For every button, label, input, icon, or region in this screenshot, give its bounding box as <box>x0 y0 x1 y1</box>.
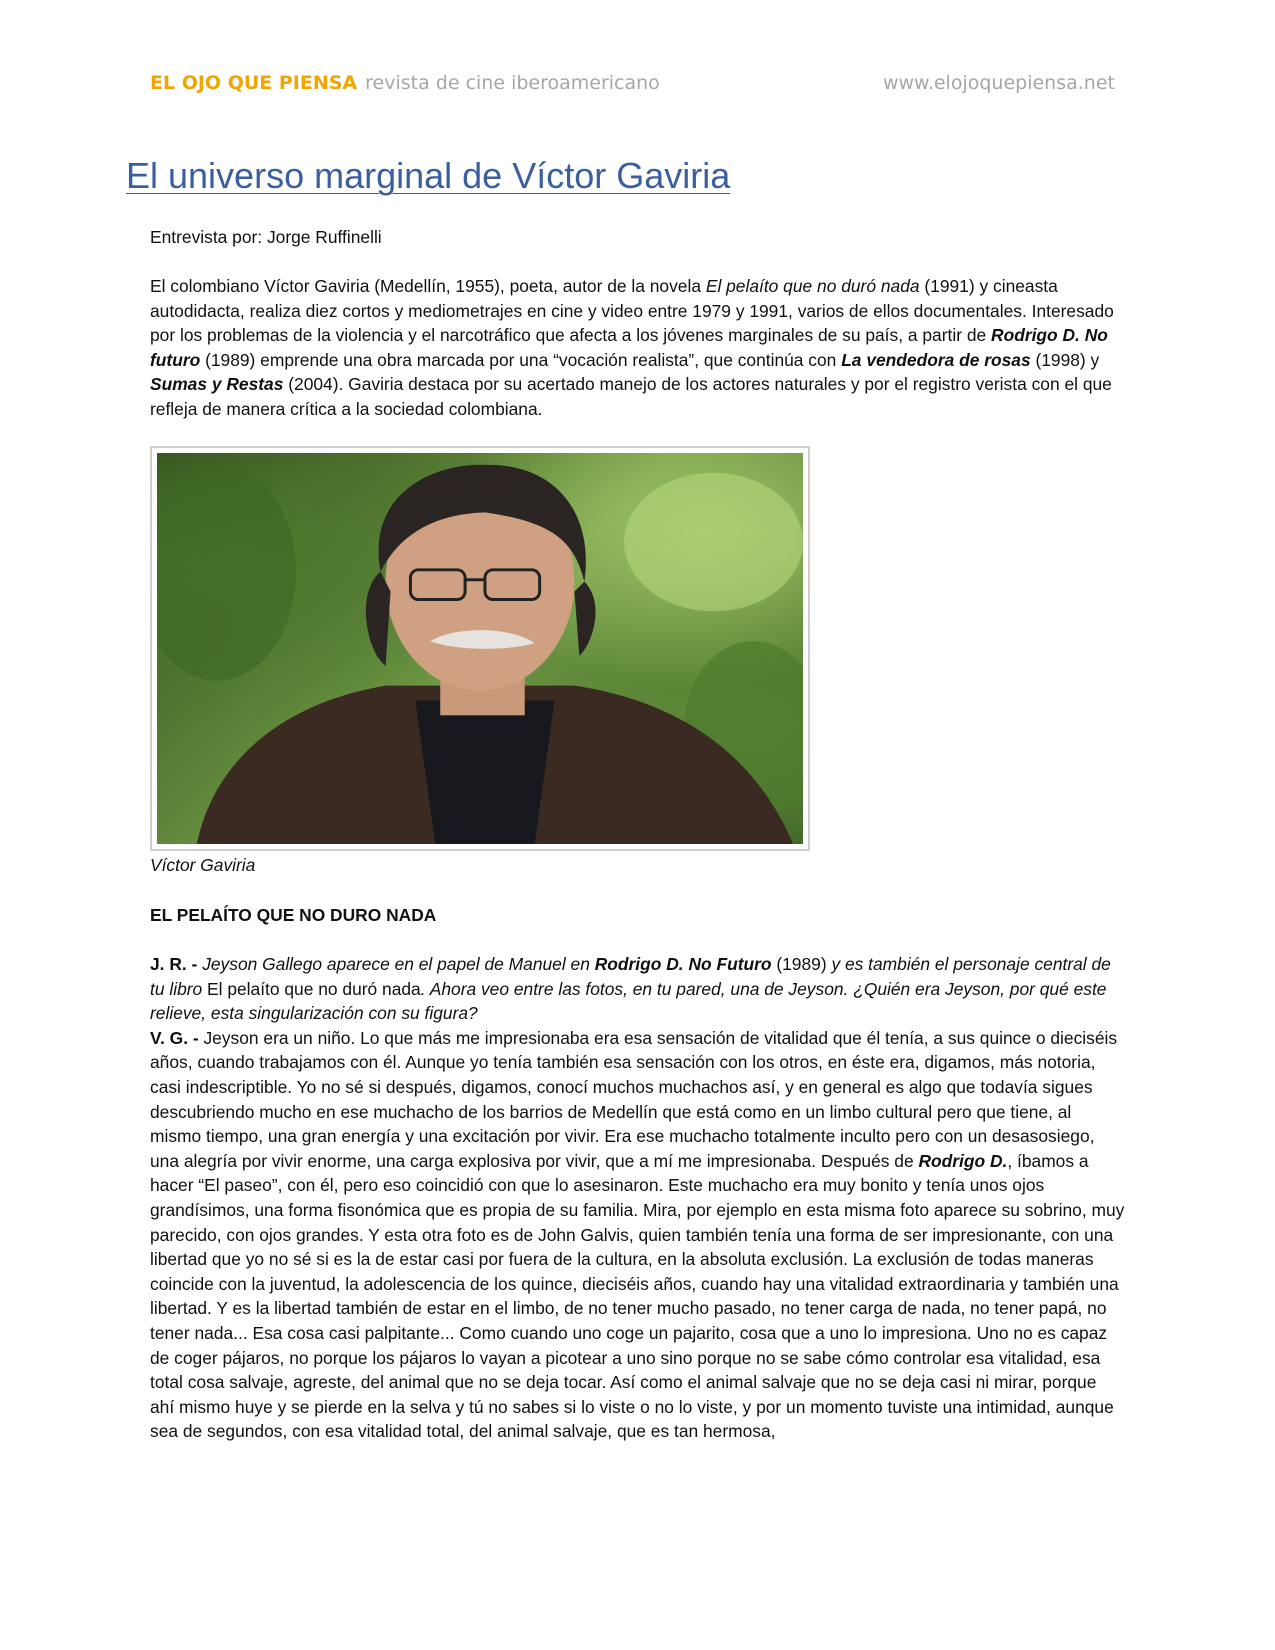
speaker-label: J. R. - <box>150 954 198 974</box>
film-title: Sumas y Restas <box>150 374 284 395</box>
portrait-illustration <box>157 453 803 844</box>
section-heading: EL PELAÍTO QUE NO DURO NADA <box>150 905 437 925</box>
portrait-photo <box>157 453 803 844</box>
answer-text: , íbamos a hacer “El paseo”, con él, pero eso coincidió con que lo asesinaron. Este muchacho era muy bonito y tenía unos ojos grandísimos, una forma fisonómica que es propia de su familia. Mira, por ejemplo en esta misma foto aparece su sobrino, muy parecido, con ojos grandes. Y esta otra foto es de John Galvis, quien también tenía una forma de ser impresionante, con una libertad que yo no sé si es la de estar casi por fuera de la cultura, en la absoluta exclusión. La exclusión de todas maneras coincide con la juventud, la adolescencia de los quince, dieciséis años, cuando hay una vitalidad extraordinaria y también una libertad. Y es la libertad también de estar en el limbo, de no tener mucho pasado, no tener carga de nada, no tener papá, no tener nada... Esa cosa casi palpitante... Como cuando uno coge un pajarito, cosa que a uno lo impresiona. Uno no es capaz de coger pájaros, no porque los pájaros lo vayan a picotear a uno sino porque no se sabe cómo controlar esa vitalidad, esa total cosa salvaje, agreste, del animal que no se deja tocar. Así como el animal salvaje que no se deja casi ni mirar, porque ahí mismo huye y se pierde en la selva y tú no sabes si lo viste o no lo viste, y por un momento tuviste una intimidad, aunque sea de segundos, con esa vitalidad total, del animal salvaje, que es tan hermosa, <box>150 1150 1125 1442</box>
intro-text: (1989) emprende una obra marcada por una “vocación realista”, que continúa con <box>200 349 842 370</box>
brand-tagline: revista de cine iberoamericano <box>365 72 660 94</box>
answer-text: Jeyson era un niño. Lo que más me impresionaba era esa sensación de vitalidad que él tenía, a sus quince o dieciséis años, cuando trabajamos con él. Aunque yo tenía también esa sensación con los otros, en éste era, digamos, más notoria, casi indescriptible. Yo no sé si después, digamos, conocí muchos muchachos así, y en general es algo que todavía sigues descubriendo mucho en ese muchacho de los barrios de Medellín que está como en un limbo cultural pero que tiene, al mismo tiempo, una gran energía y una excitación por vivir. Era ese muchacho totalmente inculto pero con un desasosiego, una alegría por vivir enorme, una carga explosiva por vivir, que a mí me impresionaba. Después de <box>150 1027 1118 1171</box>
question-text: (1989) <box>771 954 827 974</box>
film-title: La vendedora de rosas <box>841 349 1031 370</box>
magazine-brand <box>150 72 660 94</box>
answer-paragraph <box>150 1026 1125 1444</box>
brand-name: EL OJO QUE PIENSA <box>150 72 358 94</box>
portrait-photo-frame <box>150 446 810 851</box>
question-paragraph <box>150 952 1125 1026</box>
interview-body <box>150 952 1125 1444</box>
film-title: Rodrigo D. <box>918 1150 1008 1171</box>
intro-text: (1998) y <box>1030 349 1100 370</box>
photo-caption: Víctor Gaviria <box>150 855 256 875</box>
book-title: El pelaíto que no duró nada <box>705 276 920 296</box>
intro-text: (2004). Gaviria destaca por su acertado manejo de los actores naturales y por el registro verista con el que refleja de manera crítica a la sociedad colombiana. <box>150 374 1112 419</box>
site-url: www.elojoquepiensa.net <box>882 72 1115 94</box>
film-title: Rodrigo D. No futuro <box>150 325 1108 370</box>
intro-paragraph <box>150 274 1125 422</box>
speaker-label: V. G. - <box>150 1027 199 1048</box>
page-header <box>150 72 1115 102</box>
book-title: El pelaíto que no duró nada <box>202 978 421 999</box>
question-text: Jeyson Gallego aparece en el papel de Manuel en <box>197 954 595 974</box>
intro-text: El colombiano Víctor Gaviria (Medellín, 1955), poeta, autor de la novela <box>150 276 706 296</box>
question-text: y es también el personaje central de tu libro <box>150 954 1111 999</box>
article-byline: Entrevista por: Jorge Ruffinelli <box>150 227 382 247</box>
question-text: . Ahora veo entre las fotos, en tu pared, una de Jeyson. ¿Quién era Jeyson, por qué este relieve, esta singularización con su figura? <box>150 978 1107 1024</box>
article-title[interactable]: El universo marginal de Víctor Gaviria <box>126 155 731 196</box>
film-title: Rodrigo D. No Futuro <box>594 954 772 974</box>
intro-text: (1991) y cineasta autodidacta, realiza diez cortos y mediometrajes en cine y video entre 1979 y 1991, varios de ellos documentales. Interesado por los problemas de la violencia y el narcotráfico que afecta a los jóvenes marginales de su país, a partir de <box>150 276 1114 346</box>
